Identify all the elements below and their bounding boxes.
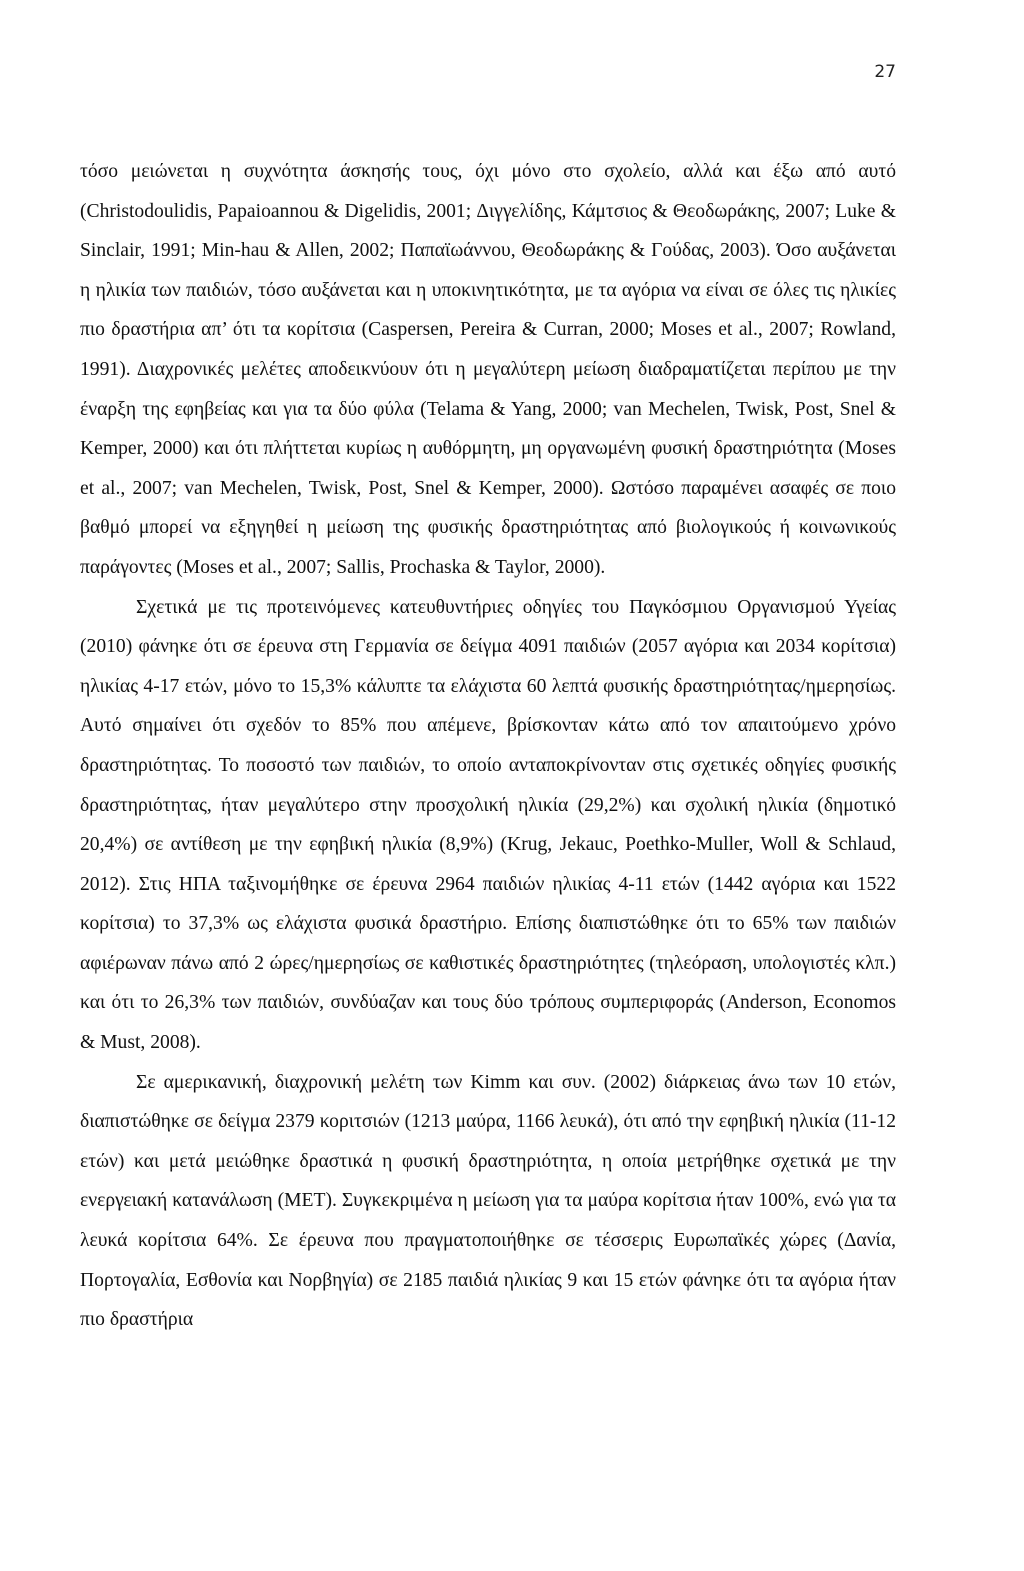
paragraph: τόσο μειώνεται η συχνότητα άσκησής τους, όχι μόνο στο σχολείο, αλλά και έξω από αυτό (Christodoulidis, Papaioannou & Digelidis, 2001; Διγγελίδης, Κάμτσιος & Θεοδωράκης, 2007; Luke & Sinclair, 1991; Min-hau & Allen, 2002; Παπαϊωάννου, Θεοδωράκης & Γούδας, 2003). Όσο αυξάνεται η ηλικία των παιδιών, τόσο αυξάνεται και η υποκινητικότητα, με τα αγόρια να είναι σε όλες τις ηλικίες πιο δραστήρια απ’ ότι τα κορίτσια (Caspersen, Pereira & Curran, 2000; Moses et al., 2007; Rowland, 1991). Διαχρονικές μελέτες αποδεικνύουν ότι η μεγαλύτερη μείωση διαδραματίζεται περίπου με την έναρξη της εφηβείας και για τα δύο φύλα (Telama & Yang, 2000; van Mechelen, Twisk, Post, Snel & Kemper, 2000) και ότι πλήττεται κυρίως η αυθόρμητη, μη οργανωμένη φυσική δραστηριότητα (Moses et al., 2007; van Mechelen, Twisk, Post, Snel & Kemper, 2000). Ωστόσο παραμένει ασαφές σε ποιο βαθμό μπορεί να εξηγηθεί η μείωση της φυσικής δραστηριότητας από βιολογικούς ή κοινωνικούς παράγοντες (Moses et al., 2007; Sallis, Prochaska & Taylor, 2000). xyxy=(80,161,896,578)
paragraph: Σχετικά με τις προτεινόμενες κατευθυντήριες οδηγίες του Παγκόσμιου Οργανισμού Υγείας (2010) φάνηκε ότι σε έρευνα στη Γερμανία σε δείγμα 4091 παιδιών (2057 αγόρια και 2034 κορίτσια) ηλικίας 4-17 ετών, μόνο το 15,3% κάλυπτε τα ελάχιστα 60 λεπτά φυσικής δραστηριότητας/ημερησίως. Αυτό σημαίνει ότι σχεδόν το 85% που απέμενε, βρίσκονταν κάτω από τον απαιτούμενο χρόνο δραστηριότητας. Το ποσοστό των παιδιών, το οποίο ανταποκρίνονταν στις σχετικές οδηγίες φυσικής δραστηριότητας, ήταν μεγαλύτερο στην προσχολική ηλικία (29,2%) και σχολική ηλικία (δημοτικό 20,4%) σε αντίθεση με την εφηβική ηλικία (8,9%) (Krug, Jekauc, Poethko-Muller, Woll & Schlaud, 2012). Στις ΗΠΑ ταξινομήθηκε σε έρευνα 2964 παιδιών ηλικίας 4-11 ετών (1442 αγόρια και 1522 κορίτσια) το 37,3% ως ελάχιστα φυσικά δραστήριο. Επίσης διαπιστώθηκε ότι το 65% των παιδιών αφιέρωναν πάνω από 2 ώρες/ημερησίως σε καθιστικές δραστηριότητες (τηλεόραση, υπολογιστές κλπ.) και ότι το 26,3% των παιδιών, συνδύαζαν και τους δύο τρόπους συμπεριφοράς (Anderson, Economos & Must, 2008). xyxy=(80,596,896,1054)
page-number: 27 xyxy=(874,62,896,82)
paragraph: Σε αμερικανική, διαχρονική μελέτη των Kimm και συν. (2002) διάρκειας άνω των 10 ετών, διαπιστώθηκε σε δείγμα 2379 κοριτσιών (1213 μαύρα, 1166 λευκά), ότι από την εφηβική ηλικία (11-12 ετών) και μετά μειώθηκε δραστικά η φυσική δραστηριότητα, η οποία μετρήθηκε σχετικά με την ενεργειακή κατανάλωση (MET). Συγκεκριμένα η μείωση για τα μαύρα κορίτσια ήταν 100%, ενώ για τα λευκά κορίτσια 64%. Σε έρευνα που πραγματοποιήθηκε σε τέσσερις Ευρωπαϊκές χώρες (Δανία, Πορτογαλία, Εσθονία και Νορβηγία) σε 2185 παιδιά ηλικίας 9 και 15 ετών φάνηκε ότι τα αγόρια ήταν πιο δραστήρια xyxy=(80,1071,896,1331)
document-body xyxy=(80,152,896,1340)
